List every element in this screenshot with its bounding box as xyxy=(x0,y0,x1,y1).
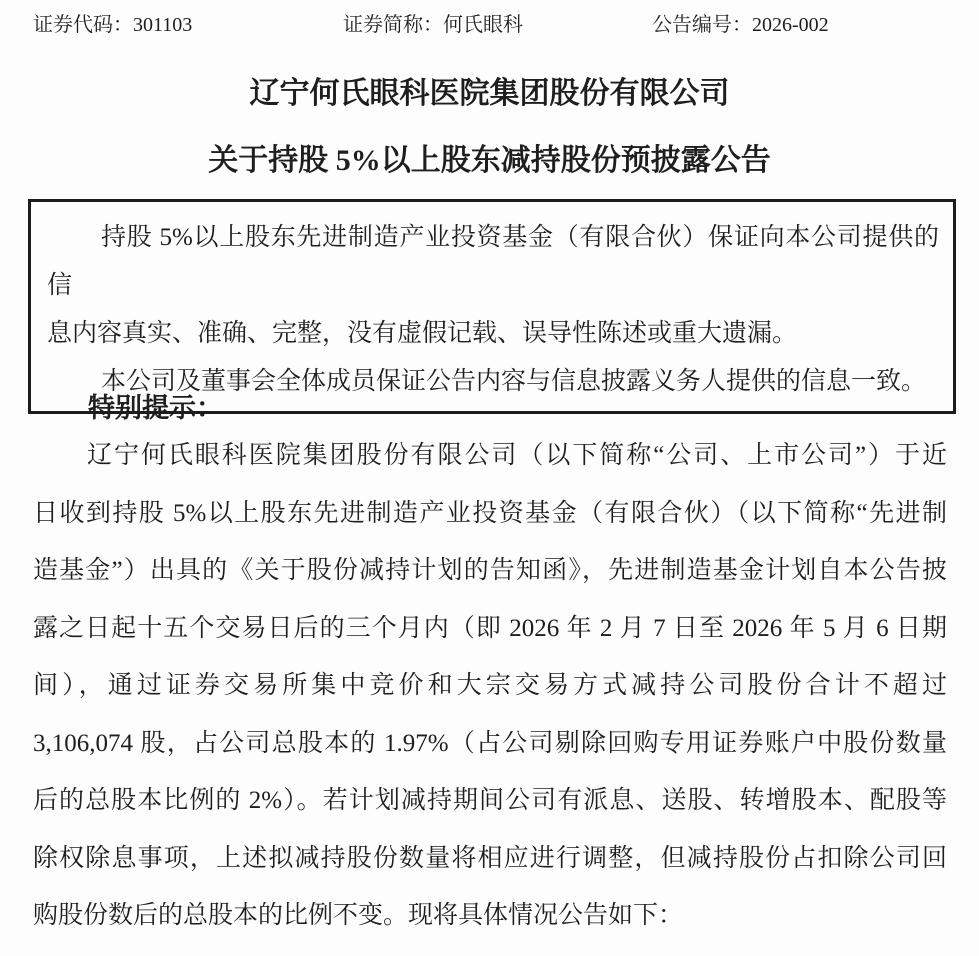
text-line: 购股份数后的总股本的比例不变。现将具体情况公告如下： xyxy=(33,902,684,929)
special-tip-heading: 特别提示： xyxy=(88,393,223,423)
text-line: 造基金”）出具的《关于股份减持计划的告知函》，先进制造基金计划自本公告披 xyxy=(33,557,947,584)
text-line: 露之日起十五个交易日后的三个月内（即 2026 年 2 月 7 日至 2026 年 5 月 6 日期 xyxy=(33,614,947,642)
announcement-title: 关于持股 5%以上股东减持股份预披露公告 xyxy=(208,144,771,177)
text-line: 持股 5%以上股东先进制造产业投资基金（有限合伙）保证向本公司提供的信 xyxy=(47,224,939,299)
announcement-no-text: 公告编号：2026-002 xyxy=(652,14,829,36)
text-line: 本公司及董事会全体成员保证公告内容与信息披露义务人提供的信息一致。 xyxy=(101,368,927,395)
company-title: 辽宁何氏眼科医院集团股份有限公司 xyxy=(249,77,730,110)
text-line: 后的总股本比例的 2%）。若计划减持期间公司有派息、送股、转增股本、配股等 xyxy=(33,787,947,814)
stock-code-text: 证券代码：301103 xyxy=(33,14,193,36)
text-line: 辽宁何氏眼科医院集团股份有限公司（以下简称“公司、上市公司”）于近 xyxy=(87,442,947,469)
text-line: 3,106,074 股，占公司总股本的 1.97%（占公司剔除回购专用证券账户中股份数量 xyxy=(33,729,947,757)
text-line: 间），通过证券交易所集中竞价和大宗交易方式减持公司股份合计不超过 xyxy=(33,672,947,699)
text-line: 息内容真实、准确、完整，没有虚假记载、误导性陈述或重大遗漏。 xyxy=(47,320,798,347)
stock-shortname-text: 证券简称：何氏眼科 xyxy=(343,14,523,36)
text-line: 日收到持股 5%以上股东先进制造产业投资基金（有限合伙）（以下简称“先进制 xyxy=(33,499,947,527)
document-header-row xyxy=(0,12,979,38)
statement-box xyxy=(28,199,956,414)
text-line: 除权除息事项，上述拟减持股份数量将相应进行调整，但减持股份占扣除公司回 xyxy=(33,844,947,872)
body-paragraph xyxy=(33,427,947,945)
